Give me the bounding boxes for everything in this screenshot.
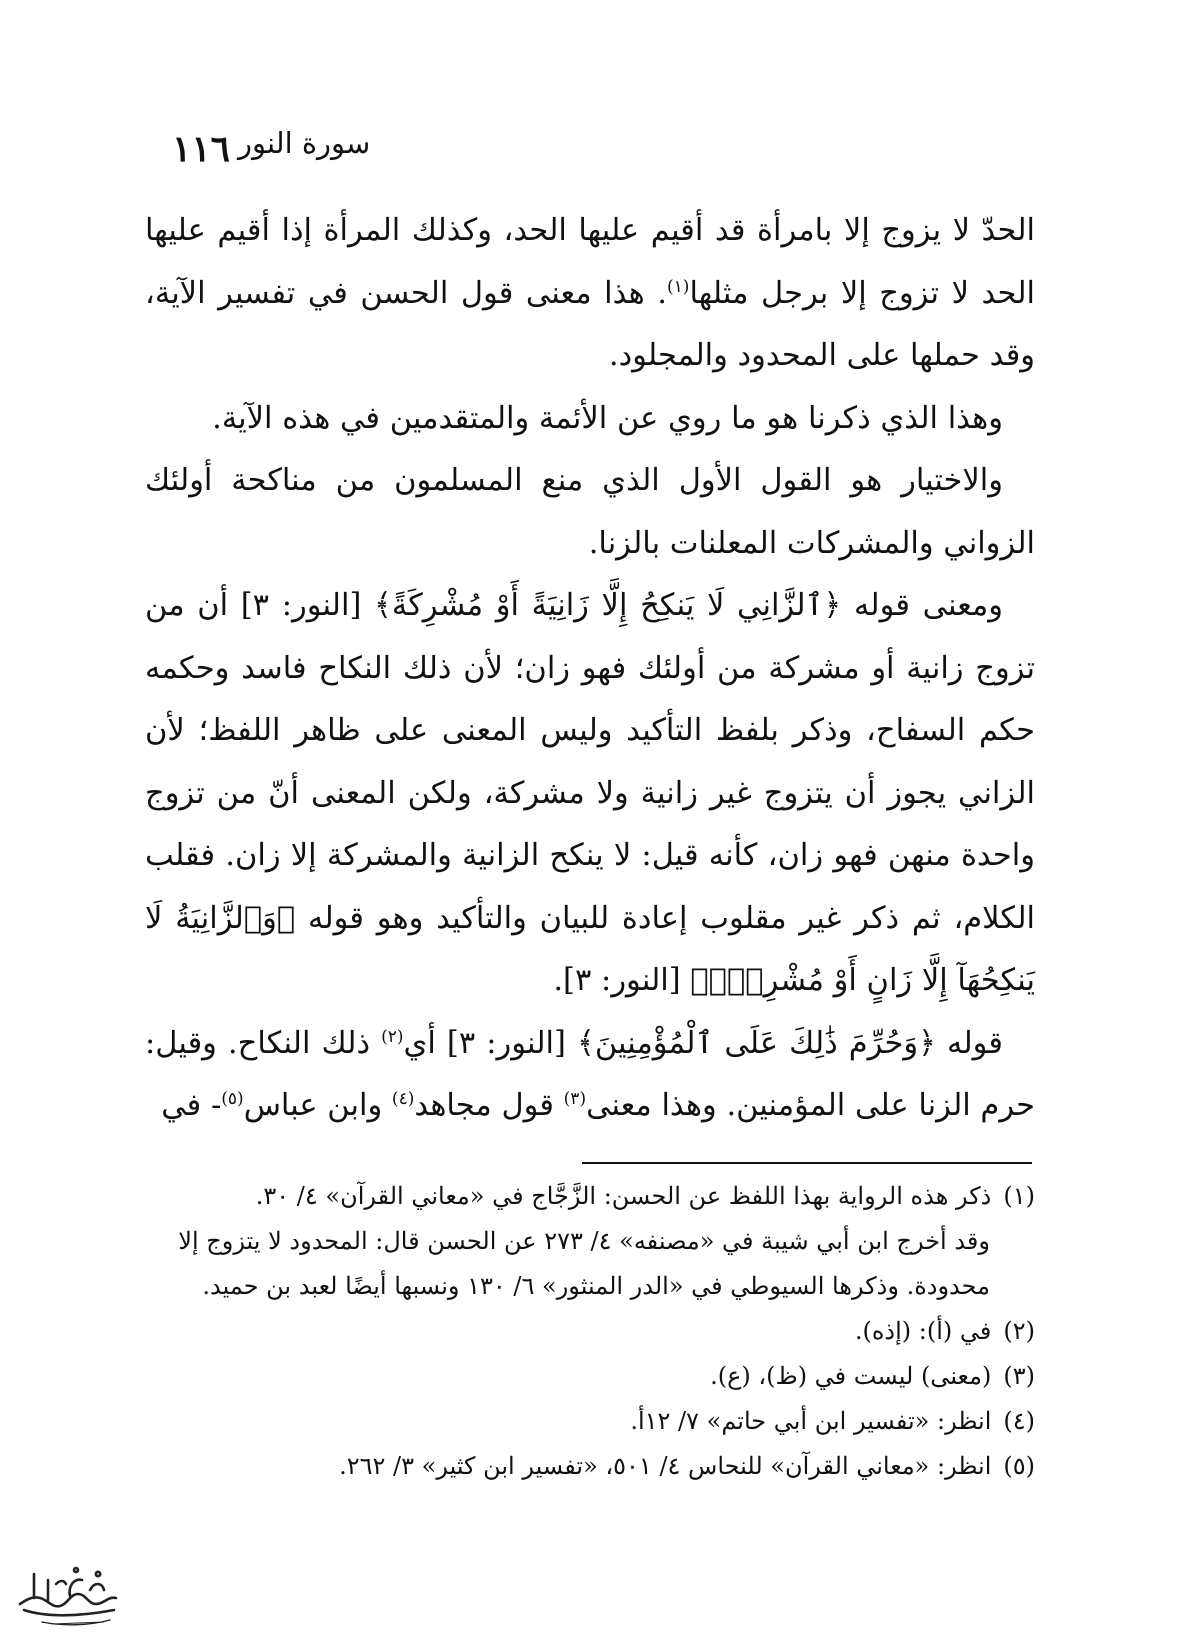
- footnote-ref-2[interactable]: (٢): [381, 1026, 404, 1047]
- p1-text-1: الحدّ لا يزوج إلا بامرأة قد أقيم عليها الحد، وكذلك المرأة إذا أقيم عليها الحد لا تزوج إلا برجل مثلها: [145, 213, 1035, 311]
- footnote-ref-3[interactable]: (٣): [563, 1088, 587, 1109]
- footnote-5: [175, 1444, 1035, 1489]
- footnote-ref-4[interactable]: (٤): [391, 1088, 415, 1109]
- footnote-1-number: (١): [1003, 1182, 1035, 1210]
- footnote-ref-5[interactable]: (٥): [221, 1088, 244, 1109]
- paragraph-5: [145, 1013, 1035, 1138]
- paragraph-1: [145, 200, 1035, 388]
- footnote-3-number: (٣): [1003, 1362, 1035, 1390]
- footnote-4-number: (٤): [1003, 1407, 1035, 1435]
- p5-text-5: - في: [161, 1088, 222, 1123]
- footnote-1: [175, 1174, 1035, 1219]
- footnote-5-number: (٥): [1003, 1452, 1035, 1480]
- footnote-divider: [582, 1162, 1032, 1164]
- p1-text-2: . هذا معنى قول الحسن في تفسير الآية، وقد حملها على المحدود والمجلود.: [145, 275, 1035, 373]
- page-number: ١١٦: [172, 128, 231, 170]
- footnote-1-line-3: محدودة. وذكرها السيوطي في «الدر المنثور» ٦/ ١٣٠ ونسبها أيضًا لعبد بن حميد.: [202, 1272, 990, 1300]
- footnote-3: [175, 1354, 1035, 1399]
- footnote-2-number: (٢): [1003, 1317, 1035, 1345]
- running-title: سورة النور: [238, 126, 371, 160]
- footnote-1-line-2: وقد أخرج ابن أبي شيبة في «مصنفه» ٤/ ٢٧٣ عن الحسن قال: المحدود لا يتزوج إلا: [178, 1227, 990, 1255]
- paragraph-4: ومعنى قوله ﴿ٱلزَّانِي لَا يَنكِحُ إِلَّا زَانِيَةً أَوْ مُشْرِكَةً﴾ [النور: ٣] أن من تزوج زانية أو مشركة من أولئك فهو زان؛ لأن ذلك النكاح فاسد وحكمه حكم السفاح، وذكر بلفظ التأكيد وليس المعنى على ظاهر اللفظ؛ لأن الزاني يجوز أن يتزوج غير زانية ولا مشركة، ولكن المعنى أنّ من تزوج واحدة منهن فهو زان، كأنه قيل: لا ينكح الزانية والمشركة إلا زان. فقلب الكلام، ثم ذكر غير مقلوب إعادة للبيان والتأكيد وهو قوله ﴿وَٱلزَّانِيَةُ لَا يَنكِحُهَآ إِلَّا زَانٍ أَوْ مُشْرِكٌۚ﴾ [النور: ٣].: [145, 588, 1035, 998]
- footnote-2-text: في (أ): (إذه).: [854, 1317, 992, 1345]
- paragraph-3: والاختيار هو القول الأول الذي منع المسلمون من مناكحة أولئك الزواني والمشركات المعلنات بالزنا.: [145, 463, 1035, 561]
- footnote-4-text: انظر: «تفسير ابن أبي حاتم» ٧/ ١٢أ.: [630, 1407, 992, 1435]
- calligraphy-seal-icon: [12, 1560, 127, 1632]
- footnote-2: [175, 1309, 1035, 1354]
- p5-text-3: قول مجاهد: [414, 1088, 564, 1123]
- p5-text-1: قوله ﴿وَحُرِّمَ ذَٰلِكَ عَلَى ٱلْمُؤْمِنِينَ﴾ [النور: ٣] أي: [403, 1025, 1003, 1061]
- paragraph-2: وهذا الذي ذكرنا هو ما روي عن الأئمة والمتقدمين في هذه الآية.: [212, 400, 1003, 436]
- main-text: [145, 200, 1035, 1138]
- footnote-4: [175, 1399, 1035, 1444]
- footnote-1-line-1: ذكر هذه الرواية بهذا اللفظ عن الحسن: الزَّجَّاج في «معاني القرآن» ٤/ ٣٠.: [255, 1182, 992, 1210]
- footnote-ref-1[interactable]: (١): [667, 276, 690, 297]
- footnote-5-text: انظر: «معاني القرآن» للنحاس ٤/ ٥٠١، «تفسير ابن كثير» ٣/ ٢٦٢.: [339, 1452, 992, 1480]
- p5-text-2: ذلك النكاح. وقيل: حرم الزنا على المؤمنين. وهذا معنى: [145, 1025, 1035, 1123]
- p5-text-4: وابن عباس: [243, 1088, 392, 1123]
- footnote-3-text: (معنى) ليست في (ظ)، (ع).: [710, 1362, 992, 1390]
- footnotes: [175, 1174, 1035, 1489]
